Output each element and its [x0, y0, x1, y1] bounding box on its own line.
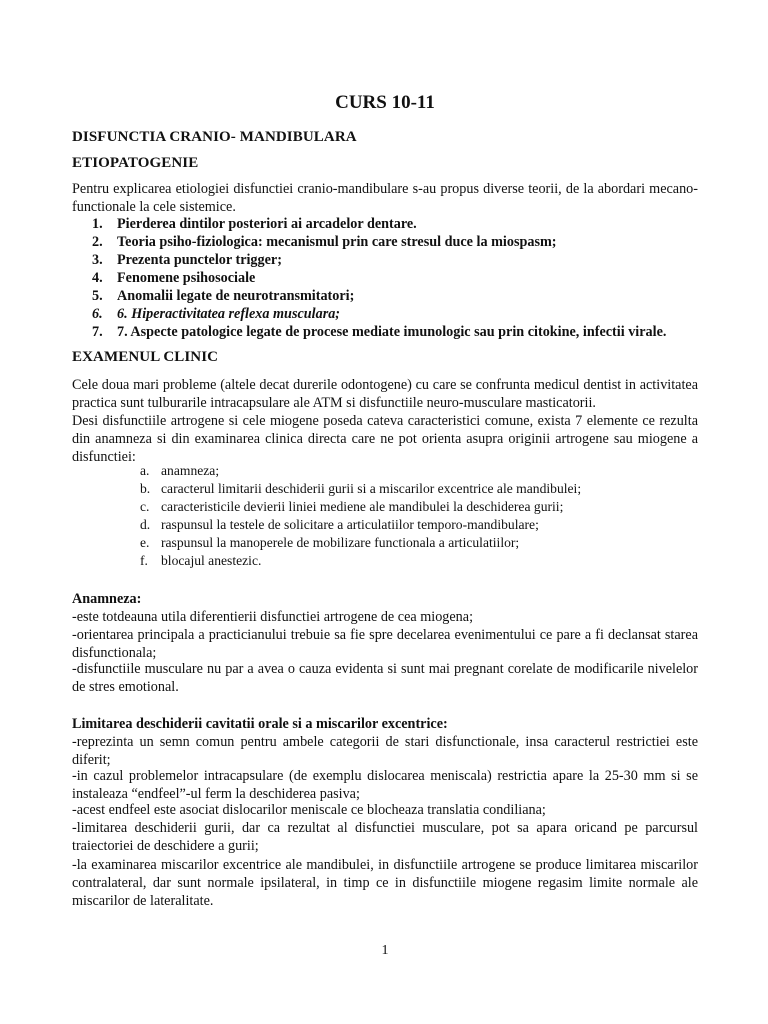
anamneza-line-1: -este totdeauna utila diferentierii disfunctiei artrogene de cea miogena; [72, 609, 474, 625]
page-number: 1 [381, 943, 389, 958]
intro-paragraph: Pentru explicarea etiologiei disfunctiei cranio-mandibulare s-au propus diverse teorii, de la abordari mecano-functionale la cele sistemice. [72, 181, 698, 215]
theories-list [72, 215, 666, 341]
list-item: 5. Anomalii legate de neurotransmitatori; [92, 288, 355, 304]
list-item: 2. Teoria psiho-fiziologica: mecanismul prin care stresul duce la miospasm; [92, 234, 557, 250]
limitare-heading: Limitarea deschiderii cavitatii orale si a miscarilor excentrice: [72, 716, 448, 732]
limitare-line-1: -reprezinta un semn comun pentru ambele categorii de stari disfunctionale, insa caracterul restrictiei este diferit; [72, 734, 698, 768]
list-item: d. raspunsul la testele de solicitare a articulatiilor temporo-mandibulare; [140, 517, 539, 532]
list-item: 3. Prezenta punctelor trigger; [92, 252, 282, 268]
section-heading-examenul-clinic: EXAMENUL CLINIC [72, 349, 219, 365]
list-item: f. blocajul anestezic. [140, 553, 262, 568]
list-item: 1. Pierderea dintilor posteriori ai arcadelor dentare. [92, 216, 417, 232]
limitare-line-2: -in cazul problemelor intracapsulare (de exemplu dislocarea meniscala) restrictia apare la 25-30 mm si se instaleaza “endfeel”-ul ferm la deschiderea pasiva; [72, 768, 698, 802]
exam-paragraph-2: Desi disfunctiile artrogene si cele miogene poseda cateva caracteristici comune, exista 7 elemente ce rezulta din anamneza si din examinarea clinica directa care ne pot orienta asupra originii artrogene sau miogene a disfunctiei: [72, 413, 698, 465]
anamneza-line-3: -disfunctiile musculare nu par a avea o cauza evidenta si sunt mai pregnant corelate de modificarile nivelelor de stres emotional. [72, 661, 698, 695]
page-title: CURS 10-11 [335, 92, 435, 113]
list-item: a. anamneza; [140, 463, 220, 478]
limitare-line-4: -limitarea deschiderii gurii, dar ca rezultat al disfunctiei musculare, pot sa apara oricand pe parcursul traiectoriei de deschidere a gurii; [72, 820, 698, 854]
list-item: c. caracteristicile devierii liniei mediene ale mandibulei la deschiderea gurii; [140, 499, 564, 514]
anamneza-heading: Anamneza: [72, 591, 142, 607]
limitare-line-5: -la examinarea miscarilor excentrice ale mandibulei, in disfunctiile artrogene se produce limitarea miscarilor contralateral, dar sunt normale ipsilateral, in timp ce in disfunctiile miogene regasim limite normale ale miscarilor de lateralitate. [72, 857, 698, 909]
exam-criteria-list [72, 462, 581, 570]
section-heading-etiopatogenie: ETIOPATOGENIE [72, 155, 199, 171]
anamneza-line-2: -orientarea principala a practicianului trebuie sa fie spre decelarea evenimentului ce pare a fi declansat starea disfunctionala; [72, 627, 698, 661]
list-item: 4. Fenomene psihosociale [92, 270, 256, 286]
section-heading-disfunctia: DISFUNCTIA CRANIO- MANDIBULARA [72, 129, 357, 145]
exam-paragraph-1: Cele doua mari probleme (altele decat durerile odontogene) cu care se confrunta medicul dentist in activitatea practica sunt tulburarile intracapsulare ale ATM si disfunctiile neuro-musculare masticatorii. [72, 377, 698, 411]
limitare-line-3: -acest endfeel este asociat dislocarilor meniscale ce blocheaza translatia condiliana; [72, 802, 546, 818]
list-item: 7. 7. Aspecte patologice legate de procese mediate imunologic sau prin citokine, infectii virale. [92, 324, 667, 340]
list-item: e. raspunsul la manoperele de mobilizare functionala a articulatiilor; [140, 535, 520, 550]
list-item: 6. 6. Hiperactivitatea reflexa musculara; [92, 306, 341, 322]
list-item: b. caracterul limitarii deschiderii gurii si a miscarilor excentrice ale mandibulei; [140, 481, 582, 496]
document-page [72, 0, 698, 1024]
